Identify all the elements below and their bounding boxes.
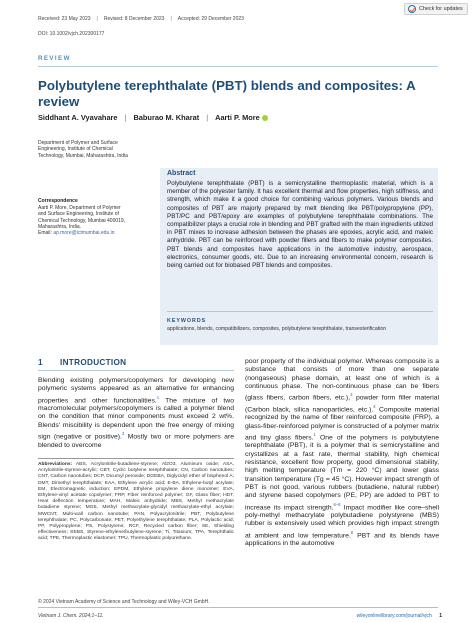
citation-link[interactable]: 6–8 xyxy=(333,501,341,507)
correspondence-text: Aarti P. More, Department of Polymer and Surface Engineering, Institute of Chemical Technology, Mumbai 400019, Maharashtra, India. xyxy=(38,205,126,230)
check-for-updates-button[interactable] xyxy=(404,3,468,15)
footnote-divider xyxy=(38,458,234,459)
author-name[interactable]: Aarti P. More xyxy=(215,113,260,122)
page-number: 1 xyxy=(439,613,442,619)
footer-links xyxy=(357,613,442,619)
correspondence-block xyxy=(38,205,128,236)
abstract-heading: Abstract xyxy=(167,170,196,177)
paragraph-text: PBT and its blends have applications in the automotive xyxy=(245,531,439,548)
correspondence-heading: Correspondence xyxy=(38,198,78,204)
keywords-divider xyxy=(167,311,433,312)
header-divider xyxy=(38,66,438,67)
publication-dates xyxy=(38,16,244,22)
doi[interactable]: DOI: 10.1002/vjch.202300177 xyxy=(38,31,105,37)
paragraph-text: The mixture of two macromolecular polymers/copolymers is called a polymer blend on the condition that minor components must exceed 2 wt%. Blends' miscibility is dependent upon the free energy of mixing sign (negative or positive). xyxy=(38,396,234,441)
abbreviations-footnote xyxy=(38,462,234,543)
article-type-label: REVIEW xyxy=(38,55,71,62)
citation-link[interactable]: 3 xyxy=(350,392,353,398)
citation-link[interactable]: 1 xyxy=(156,394,160,400)
abbreviations-label: Abbreviations: xyxy=(38,462,73,467)
check-updates-icon xyxy=(408,5,416,13)
paragraph-text: powder form filler material (Carbon black, silica nanoparticles, etc.). xyxy=(245,394,440,414)
date-separator: | xyxy=(96,16,98,22)
paragraph-text: poor property of the individual polymer. Whereas composite is a substance that consists of more than one separate (nongaseous) phase domain, at least one of which is a continuous phase. The non-continuous phase can be fibers (glass fibers, carbon fibers, etc.), xyxy=(245,358,439,402)
copyright-notice: © 2024 Vietnam Academy of Science and Technology and Wiley-VCH GmbH. xyxy=(38,599,210,605)
article-title: Polybutylene terephthalate (PBT) blends and composites: A review xyxy=(38,78,416,109)
section-heading xyxy=(38,358,126,367)
journal-url-link[interactable]: wileyonlinelibrary.com/journal/vjch xyxy=(356,613,432,619)
intro-left-column xyxy=(38,377,234,450)
author-divider: | xyxy=(124,113,127,122)
citation-link[interactable]: 4 xyxy=(373,403,376,409)
date-separator: | xyxy=(170,16,172,22)
citation-link[interactable]: 8 xyxy=(350,529,354,535)
section-divider xyxy=(38,370,234,371)
citation-link[interactable]: 2 xyxy=(121,431,125,437)
footer-divider xyxy=(38,607,438,608)
author-name[interactable]: Siddhant A. Vyavahare xyxy=(38,113,118,122)
paragraph-text: Blending existing polymers/copolymers for developing new polymeric systems appeared as an alternative for enhancing properties and other functionalities. xyxy=(38,377,234,404)
keywords-list: applications, blends, compatibilizers, composites, polybutylene terephthalate, transesterification xyxy=(167,326,387,332)
citation-link[interactable]: 1 xyxy=(313,431,316,437)
received-date: Received: 23 May 2023 xyxy=(38,16,91,22)
journal-citation: Vietnam J. Chem. 2024;1–11. xyxy=(38,613,104,619)
author-name[interactable]: Baburao M. Kharat xyxy=(133,113,200,122)
email-link[interactable]: ap.more@ictmumbai.edu.in xyxy=(53,230,115,237)
section-title: INTRODUCTION xyxy=(60,358,127,367)
paragraph-text: Impact modifier like core–shell poly-methyl methacrylate polybutadiene polystyrene (MBS) rubber is extensively used which provides high impact strength at ambient and low temperature. xyxy=(245,503,439,539)
accepted-date: Accepted: 29 December 2023 xyxy=(177,16,244,22)
author-list xyxy=(38,113,458,122)
paragraph-text: Mostly two or more polymers are blended to overcome xyxy=(38,433,234,449)
abstract-text: Polybutylene terephthalate (PBT) is a semicrystalline thermoplastic material, which is a member of the polyester family. It has excellent thermal and flow properties, high stiffness, and strength, which make it a good choice for combining various polymers. Various blends and composites of PBT are majorly prepared by melt blending like PBT/polypropylene (PP), PBT/PC and PBT/epoxy are examples of polybutylene terephthalate combinations. The compatibilizer plays a crucial role in blending and PBT grafted with the main ingredients utilized in PBT mixes to increase adhesion between the phases are epoxies, acrylic acid, and maleic anhydride. PBT can be reinforced with powder fillers and fibers to make polymer composites. PBT blends and composites have applications in the automotive industry, aerospace, electronics, consumer goods, etc. Due to an increasing environmental concern, research is being carried out for biobased PBT blends and composites. xyxy=(167,180,433,270)
email-label: Email: xyxy=(38,230,52,237)
section-number: 1 xyxy=(38,358,43,367)
orcid-icon[interactable] xyxy=(262,115,268,121)
author-divider: | xyxy=(206,113,209,122)
keywords-heading: KEYWORDS xyxy=(167,318,207,324)
abbreviations-text: ABS, Acrylonitrile-butadiene-styrene; Al2O3, Aluminum oxide; ASA, Acrylonitrile-styrene-acrylic; CBT, Cyclic butylene terephthalate; CN, Carbon nanotubes; CNT, Carbon nanotubes; DCP, Dicumyl peroxide; DGEBA, Diglycidyl ether of bisphenol A; DMT, Dimethyl terephthalate; EAA, Ethylene acrylic acid; E-BA, Ethylene-butyl acrylate; EM, Electromagnetic induction; EPDM, Ethylene propylene diene monomer; EVA, Ethylene-vinyl acetate copolymer; FRP, Fiber reinforced polymer; GF, Glass fiber; HDT, Heat deflection temperature; MAH, Maleic anhydride; MBS, Methyl methacrylate butadiene styrene; MGE, Methyl methacrylate-glycidyl methacrylate-ethyl acrylate; MWCNT, Multi-wall carbon nanotube; PAN, Polyacrylonitrile; PBT, Polybutylene terephthalate; PC, Polycarbonate; PET, Polyethylene terephthalate; PLA, Polylactic acid; PP, Polypropylene; PS, Polystyrene; RCF, Recycled carbon fiber; SE, Shielding effectiveness; SEBS, Styrene-ethylene/butylene-styrene; Ti, Titanium; TPA, Terephthalic acid; TPE, Thermoplastic elastomer; TPU, Thermoplastic polyurethane. xyxy=(38,462,234,542)
intro-right-column xyxy=(245,358,439,549)
revised-date: Revised: 8 December 2023 xyxy=(103,16,165,22)
affiliation: Department of Polymer and Surface Engineering, Institute of Chemical Technology, Mumbai, Maharashtra, India xyxy=(38,140,128,159)
paragraph-text: One of the polymers is polybutylene terephthalate (PBT), it is a polymer that is semicrystalline and crystallizes at a fast rate, thermal stability, high chemical resistance, excellent flow property, good dimensional stability, high melting temperature (Tm = 220 °C) and lower glass transition temperature (Tg = 45 °C). However impact strength of PBT is not good, various rubbers (butadiene, natural rubber) and styrene based copolymers (PE, PP) are added to PBT to increase its impact strength. xyxy=(245,434,439,511)
check-updates-label: Check for updates xyxy=(419,6,463,12)
paragraph-text: Composite material recognized by the name of fiber reinforced composite (FRP), a glass-fiber-reinforced polymer is constructed of a polymer matrix and tiny glass fibers. xyxy=(245,406,439,442)
